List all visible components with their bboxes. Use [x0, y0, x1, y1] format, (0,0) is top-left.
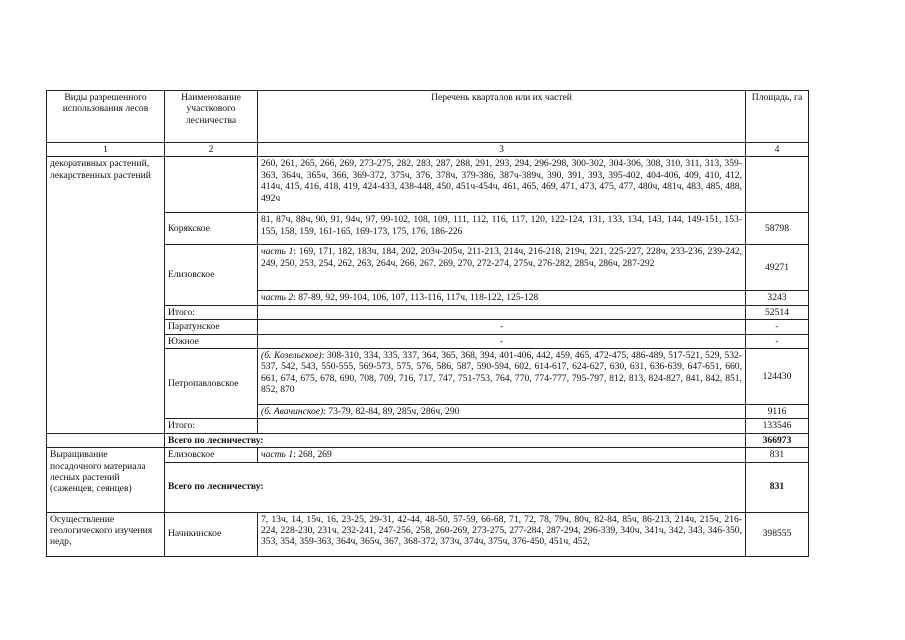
area-cell: 49271 — [746, 245, 809, 291]
forest-use-table — [46, 90, 809, 557]
quarters-list-cell: 81, 87ч, 88ч, 90, 91, 94ч, 97, 99-102, 108, 109, 111, 112, 116, 117, 120, 122-124, 131, 133, 134, 143, 144, 149-151, 153-155, 158, 159, 161-165, 169-173, 175, 176, 186-226 — [258, 213, 746, 245]
header-row — [47, 91, 809, 143]
column-number: 3 — [258, 143, 746, 157]
column-number: 4 — [746, 143, 809, 157]
forestry-name-cell: Елизовское — [165, 448, 258, 462]
forestry-name-cell: Корякское — [165, 213, 258, 245]
former-forestry-label: (б. Козельское) — [261, 350, 322, 362]
column-number-row — [47, 143, 809, 157]
area-cell: 831 — [746, 448, 809, 462]
column-number: 2 — [165, 143, 258, 157]
spacer-cell — [47, 433, 165, 447]
quarters-list-cell — [258, 349, 746, 405]
quarters-list-cell: 7, 13ч, 14, 15ч, 16, 23-25, 29-31, 42-44, 48-50, 57-59, 66-68, 71, 72, 78, 79ч, 80ч, 82-84, 85ч, 86-213, 214ч, 215ч, 216-224, 228-230, 231ч, 232-241, 247-256, 258, 260-269, 273-275, 277-284, 287-294, 296-339, 340ч, 341ч, 342, 343, 346-350, 353, 354, 359-363, 364ч, 365ч, 367, 368-372, 373ч, 374ч, 375ч, 376-450, 451ч, 452, — [258, 512, 746, 556]
quarters-list-text: : 268, 269 — [293, 449, 332, 461]
quarters-list-cell — [258, 305, 746, 319]
area-cell: - — [746, 320, 809, 334]
part-label: часть 1 — [261, 246, 294, 258]
use-type-cell: Выращивание посадочного материала лесных растений (саженцев, сеянцев) — [47, 448, 165, 512]
forestry-name-cell: Елизовское — [165, 245, 258, 305]
header-quarters-list: Перечень кварталов или их частей — [258, 91, 746, 143]
total-area: 831 — [746, 462, 809, 512]
quarters-list-cell — [258, 448, 746, 462]
area-cell: 3243 — [746, 291, 809, 305]
total-area: 366973 — [746, 433, 809, 447]
table-row — [47, 512, 809, 556]
forestry-name-cell: Петропавловское — [165, 349, 258, 419]
forestry-name-cell: Паратунское — [165, 320, 258, 334]
quarters-list-cell — [258, 245, 746, 291]
area-cell: - — [746, 334, 809, 348]
subtotal-label: Итого: — [165, 419, 258, 433]
table-row — [47, 448, 809, 462]
total-label: Всего по лесничеству: — [165, 462, 746, 512]
quarters-list-text: : 308-310, 334, 335, 337, 364, 365, 368, 394, 401-406, 442, 459, 465, 472-475, 486-489, 517-521, 529, 532-537, 542, 543, 550-555, 569-573, 575, 576, 586, 587, 590-594, 602, 614-617, 624-627, 630, 631, 636-639, 647-651, 660, 661, 674, 675, 678, 690, 708, 709, 716, 717, 747, 751-753, 764, 770, 774-777, 795-797, 812, 813, 824-827, 841, 842, 851, 852, 870 — [261, 350, 743, 396]
quarters-list-cell — [258, 291, 746, 305]
quarters-list-text: : 87-89, 92, 99-104, 106, 107, 113-116, 117ч, 118-122, 125-128 — [293, 292, 539, 304]
header-area: Площадь, га — [746, 91, 809, 143]
subtotal-area: 52514 — [746, 305, 809, 319]
part-label: часть 1 — [261, 449, 294, 461]
header-forestry-name: Наименование участкового лесничества — [165, 91, 258, 143]
use-type-cell: декоративных растений, лекарственных растений — [47, 157, 165, 433]
part-label: часть 2 — [261, 292, 294, 304]
area-cell: 124430 — [746, 349, 809, 405]
table-row — [47, 157, 809, 213]
quarters-list-text: : 169, 171, 182, 183ч, 184, 202, 203ч-205ч, 211-213, 214ч, 216-218, 219ч, 221, 225-227, 228ч, 233-236, 239-242, 249, 250, 253, 254, 262, 263, 264ч, 266, 267, 269, 270, 272-274, 275ч, 276-282, 285ч, 286ч, 287-292 — [261, 246, 742, 269]
subtotal-label: Итого: — [165, 305, 258, 319]
quarters-list-cell — [258, 405, 746, 419]
forestry-name-cell — [165, 157, 258, 213]
quarters-list-cell: 260, 261, 265, 266, 269, 273-275, 282, 283, 287, 288, 291, 293, 294, 296-298, 300-302, 304-306, 308, 310, 311, 313, 359-363, 364ч, 365ч, 366, 369-372, 375ч, 376, 378ч, 379-386, 387ч-389ч, 390, 391, 393, 395-402, 404-406, 409, 410, 412, 414ч, 415, 416, 418, 419, 424-433, 438-448, 450, 451ч-454ч, 461, 465, 469, 471, 473, 475, 477, 480ч, 481ч, 483, 485, 488, 492ч — [258, 157, 746, 213]
total-label: Всего по лесничеству: — [165, 433, 746, 447]
use-type-cell: Осуществление геологического изучения недр, — [47, 512, 165, 556]
former-forestry-label: (б. Авачинское) — [261, 406, 324, 418]
area-cell — [746, 157, 809, 213]
quarters-list-text: : 73-79, 82-84, 89, 285ч, 286ч, 290 — [323, 406, 460, 418]
table-row — [47, 433, 809, 447]
quarters-list-cell — [258, 419, 746, 433]
column-number: 1 — [47, 143, 165, 157]
forestry-name-cell: Южное — [165, 334, 258, 348]
area-cell: 9116 — [746, 405, 809, 419]
quarters-list-cell: - — [258, 320, 746, 334]
area-cell: 398555 — [746, 512, 809, 556]
quarters-list-cell: - — [258, 334, 746, 348]
area-cell: 58798 — [746, 213, 809, 245]
forestry-name-cell: Начикинское — [165, 512, 258, 556]
header-use-type: Виды разрешенного использования лесов — [47, 91, 165, 143]
subtotal-area: 133546 — [746, 419, 809, 433]
